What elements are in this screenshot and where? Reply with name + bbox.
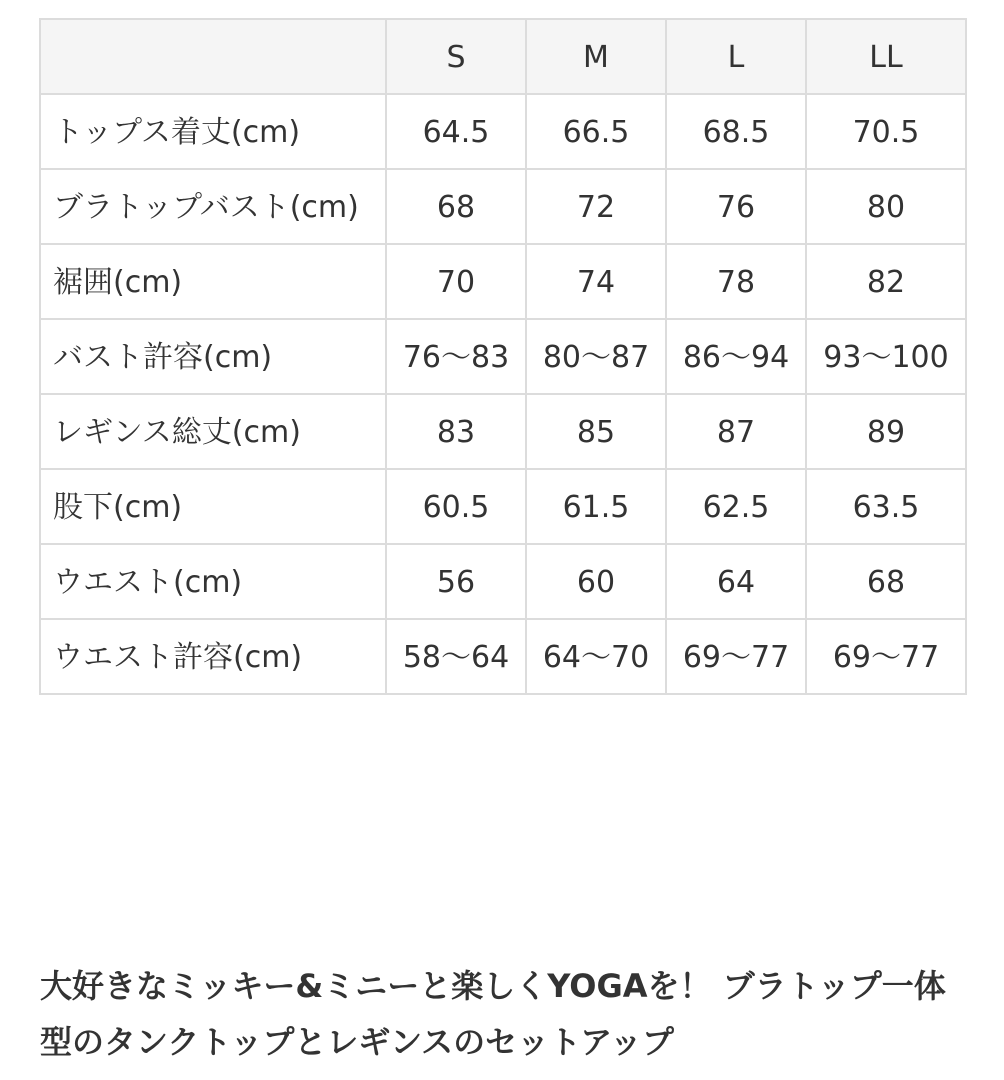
table-row [40,244,966,319]
table-row [40,544,966,619]
cell-value: 60.5 [386,469,526,544]
cell-value: 89 [806,394,966,469]
cell-value: 68.5 [666,94,806,169]
cell-value: 83 [386,394,526,469]
table-row [40,319,966,394]
row-label: ウエスト許容(cm) [40,619,386,694]
table-row [40,169,966,244]
cell-value: 76〜83 [386,319,526,394]
cell-value: 64〜70 [526,619,666,694]
cell-value: 69〜77 [666,619,806,694]
cell-value: 72 [526,169,666,244]
cell-value: 64 [666,544,806,619]
row-label: レギンス総丈(cm) [40,394,386,469]
cell-value: 64.5 [386,94,526,169]
cell-value: 68 [386,169,526,244]
row-label: ブラトップバスト(cm) [40,169,386,244]
cell-value: 82 [806,244,966,319]
cell-value: 70.5 [806,94,966,169]
row-label: 股下(cm) [40,469,386,544]
table-row [40,469,966,544]
cell-value: 56 [386,544,526,619]
header-cell-ll: LL [806,19,966,94]
cell-value: 76 [666,169,806,244]
header-cell-s: S [386,19,526,94]
cell-value: 85 [526,394,666,469]
header-cell-empty [40,19,386,94]
row-label: ウエスト(cm) [40,544,386,619]
header-cell-l: L [666,19,806,94]
cell-value: 86〜94 [666,319,806,394]
cell-value: 60 [526,544,666,619]
row-label: トップス着丈(cm) [40,94,386,169]
size-chart-table [39,18,967,695]
cell-value: 74 [526,244,666,319]
row-label: バスト許容(cm) [40,319,386,394]
cell-value: 70 [386,244,526,319]
cell-value: 62.5 [666,469,806,544]
cell-value: 69〜77 [806,619,966,694]
header-cell-m: M [526,19,666,94]
cell-value: 80〜87 [526,319,666,394]
cell-value: 93〜100 [806,319,966,394]
table-row [40,619,966,694]
cell-value: 87 [666,394,806,469]
product-description: 大好きなミッキー&ミニーと楽しくYOGAを！ ブラトップ一体型のタンクトップとレギンスのセットアップ [40,967,946,1061]
cell-value: 63.5 [806,469,966,544]
table-header-row [40,19,966,94]
cell-value: 68 [806,544,966,619]
table-row [40,94,966,169]
cell-value: 80 [806,169,966,244]
cell-value: 78 [666,244,806,319]
cell-value: 66.5 [526,94,666,169]
table-row [40,394,966,469]
cell-value: 61.5 [526,469,666,544]
cell-value: 58〜64 [386,619,526,694]
row-label: 裾囲(cm) [40,244,386,319]
